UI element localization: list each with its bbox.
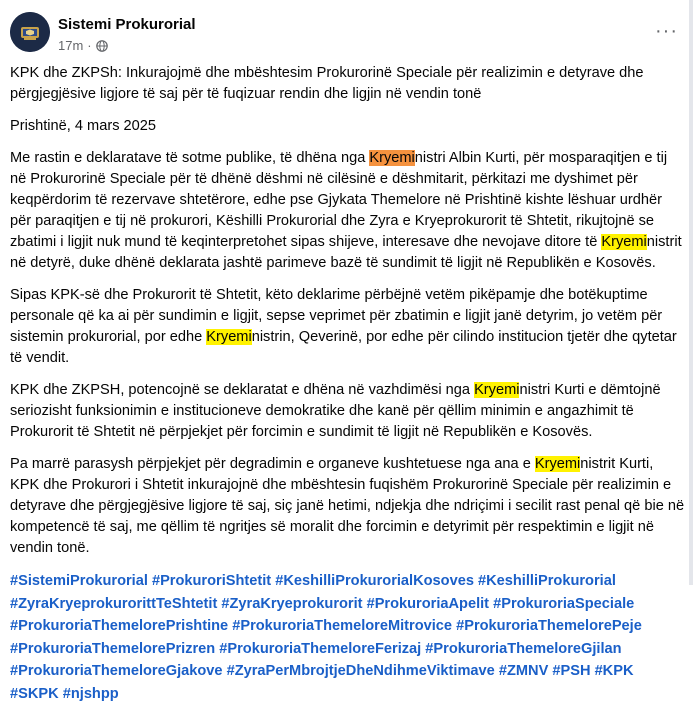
- hashtag-link[interactable]: #SistemiProkurorial: [10, 573, 148, 589]
- post-time[interactable]: 17m: [58, 38, 84, 53]
- hashtag-link[interactable]: #ProkuroriaThemeloreGjilan: [425, 640, 622, 657]
- page-name[interactable]: Sistemi Prokurorial: [58, 16, 196, 33]
- hashtag-link[interactable]: #ProkuroriaThemelorePrishtine: [10, 618, 229, 634]
- hashtag-link[interactable]: #ProkuroriaSpeciale: [493, 595, 635, 612]
- paragraph-3: KPK dhe ZKPSH, potencojnë se deklaratat e dhëna në vazhdimësi nga Kryeministri Kurti e dëmtojnë seriozisht funksionimin e institucioneve demokratike dhe kanë për qëllim minimin e angazhimit të Prokurorit të Shtetit në përpjekjet për forcimin e sundimit të ligjit në Republikën e Kosovës.: [10, 382, 661, 440]
- hashtag-link[interactable]: #SKPK: [10, 685, 59, 702]
- post-body: [10, 63, 686, 716]
- search-highlight: Kryemi: [206, 329, 252, 345]
- hashtag-link[interactable]: #ZyraKryeprokurorit: [221, 595, 363, 612]
- post-meta: [58, 38, 108, 53]
- paragraph-2: Sipas KPK-së dhe Prokurorit të Shtetit, këto deklarime përbëjnë vetëm pikëpamje dhe botëkuptime personale që ka ai për sundimin e ligjit, sepse veprimet për zbatimin e ligjit janë detyrim, jo vetëm për sistemin prokurorial, por edhe Kryeministrin, Qeverinë, por edhe për cilindo institucion tjetër dhe qytetar të vendit.: [10, 287, 677, 366]
- globe-icon: [96, 40, 108, 52]
- hashtag-link[interactable]: #ProkuroriaThemeloreFerizaj: [219, 640, 422, 657]
- hashtag-link[interactable]: #KPK: [594, 663, 634, 679]
- hashtag-link[interactable]: #ProkuroriShtetit: [151, 573, 272, 589]
- hashtag-link[interactable]: #ProkuroriaApelit: [366, 595, 490, 612]
- hashtag-link[interactable]: #ZyraPerMbrojtjeDheNdihmeViktimave: [226, 663, 495, 679]
- scrollbar-edge: [689, 0, 693, 585]
- emblem-icon: [10, 12, 50, 52]
- hashtag-link[interactable]: #ProkuroriaThemeloreGjakove: [10, 663, 223, 679]
- post-headline: KPK dhe ZKPSh: Inkurajojmë dhe mbështesim Prokurorinë Speciale për realizimin e detyrave dhe përgjegjësive ligjore të saj për të fuqizuar rendin dhe ligjin në vendin tonë: [10, 65, 644, 102]
- hashtag-link[interactable]: #njshpp: [62, 685, 119, 702]
- avatar[interactable]: [10, 12, 50, 52]
- hashtag-link[interactable]: #ProkuroriaThemelorePeje: [456, 618, 642, 634]
- hashtag-link[interactable]: #PSH: [552, 663, 591, 679]
- hashtag-link[interactable]: #ZyraKryeprokurorittTeShtetit: [10, 595, 218, 612]
- hashtag-list: [10, 570, 686, 705]
- hashtag-link[interactable]: #ZMNV: [498, 663, 549, 679]
- hashtag-link[interactable]: #KeshilliProkurorial: [478, 573, 616, 589]
- post-date: Prishtinë, 4 mars 2025: [10, 118, 157, 134]
- search-highlight: Kryemi: [534, 456, 581, 472]
- hashtag-link[interactable]: #ProkuroriaThemeloreMitrovice: [232, 618, 453, 634]
- meta-separator: ·: [87, 38, 92, 53]
- paragraph-4: Pa marrë parasysh përpjekjet për degradimin e organeve kushtetuese nga ana e Kryeministrit Kurti, KPK dhe Prokurori i Shtetit inkurajojnë dhe mbështesin fuqishëm Prokurorinë Speciale për realizimin e detyrave dhe përgjegjësive ligjore të saj, siç janë hetimi, ndjekja dhe ndriçimi i secilit rast penal që bie në kompetencë të saj, me qëllim të ngritjes së moralit dhe forcimin e detyrimit për respektimin e ligjit në vendin tonë.: [10, 456, 685, 556]
- more-options-icon[interactable]: ···: [655, 20, 678, 42]
- search-highlight: Kryemi: [601, 234, 647, 250]
- search-highlight-current: Kryemi: [369, 150, 415, 166]
- post-header: [10, 12, 680, 56]
- paragraph-1: Me rastin e deklaratave të sotme publike, të dhëna nga Kryeministri Albin Kurti, për mosparaqitjen e tij në Prokurorinë Speciale për të dhënë dëshmi në cilësinë e dëshmitarit, përkitazi me dyshimet për keqpërdorim të rezervave shtetërore, edhe pse Gjykata Themelore në Prishtinë kishte lëshuar urdhër për paraqitjen e tij në prokurori, Këshilli Prokurorial dhe Zyra e Kryeprokurorit të Shtetit, rikujtojnë se zbatimi i ligjit nuk mund të keqinterpretohet sipas shijeve, interesave dhe nevojave ditore të Kryeministrit në detyrë, duke dhënë deklarata jashtë parimeve bazë të sundimit të ligjit në Republikën e Kosovës.: [10, 150, 682, 271]
- hashtag-link[interactable]: #KeshilliProkurorialKosoves: [275, 573, 474, 589]
- search-highlight: Kryemi: [474, 382, 520, 398]
- hashtag-link[interactable]: #ProkuroriaThemelorePrizren: [10, 640, 216, 657]
